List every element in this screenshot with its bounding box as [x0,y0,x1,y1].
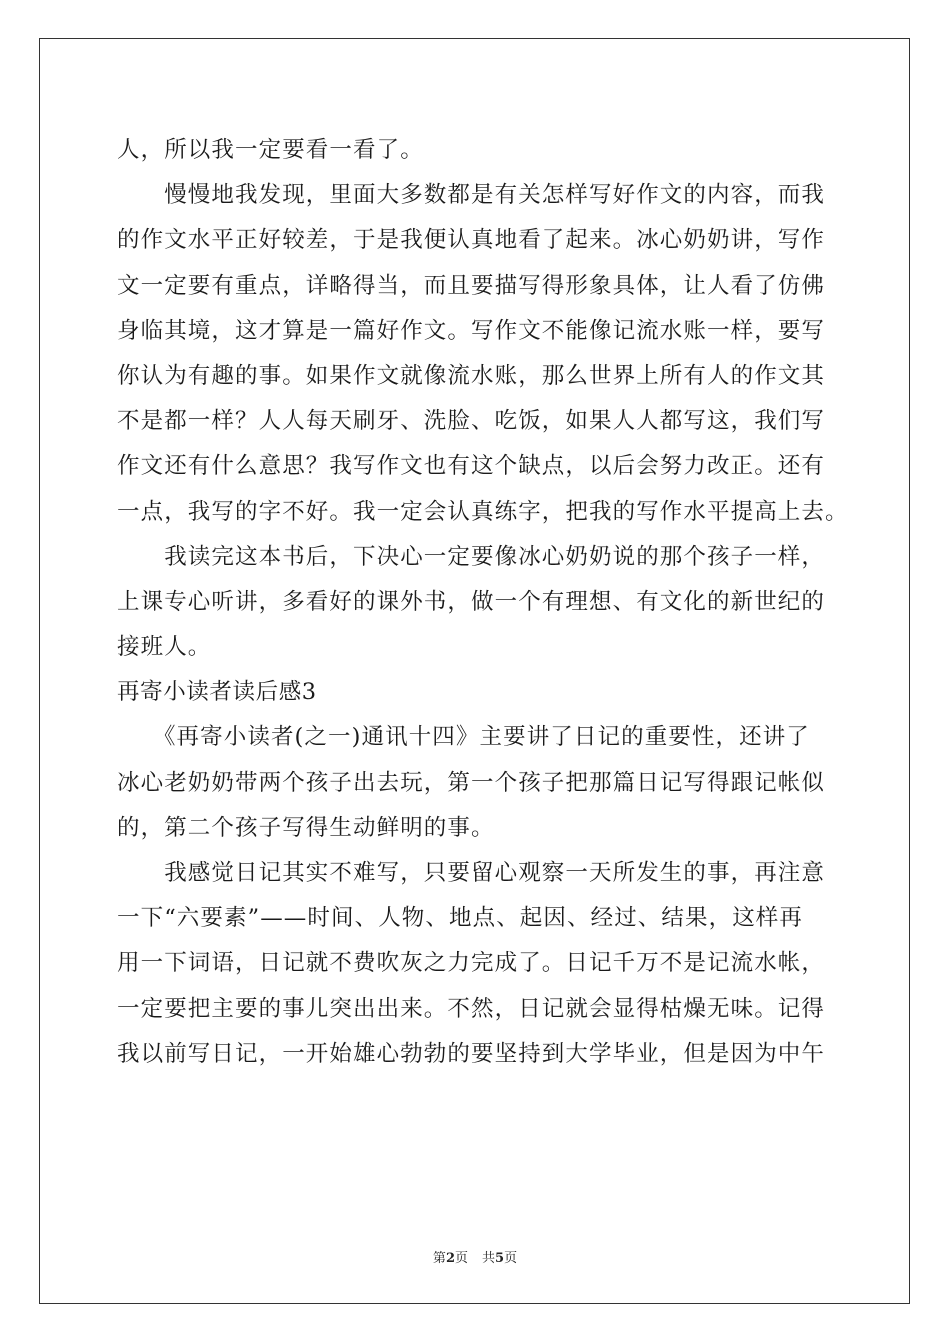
text-line: 你认为有趣的事。如果作文就像流水账，那么世界上所有人的作文其 [117,362,826,389]
section-heading: 再寄小读者读后感3 [117,679,317,706]
text-line: 人，所以我一定要看一看了。 [117,137,424,163]
page-footer [0,1247,950,1266]
text-line: 《再寄小读者(之一)通讯十四》主要讲了日记的重要性，还讲了 [117,724,810,751]
text-line: 一下“六要素”——时间、人物、地点、起因、经过、结果，这样再 [117,905,804,932]
page-prefix: 第 [432,1251,446,1266]
text-line: 我感觉日记其实不难写，只要留心观察一天所发生的事，再注意 [117,860,826,886]
text-line: 的作文水平正好较差，于是我便认真地看了起来。冰心奶奶讲，写作 [117,227,826,254]
total-suffix: 页 [504,1251,518,1266]
text-line: 我读完这本书后，下决心一定要像冰心奶奶说的那个孩子一样， [117,543,826,570]
text-line: 不是都一样？人人每天刷牙、洗脸、吃饭，如果人人都写这，我们写 [117,408,826,435]
text-line: 我以前写日记，一开始雄心勃勃的要坚持到大学毕业，但是因为中午 [117,1040,826,1067]
text-line: 的，第二个孩子写得生动鲜明的事。 [117,814,495,841]
text-line: 作文还有什么意思？我写作文也有这个缺点，以后会努力改正。还有 [117,453,826,480]
text-line: 一定要把主要的事儿突出出来。不然，日记就会显得枯燥无味。记得 [117,995,826,1022]
page-suffix: 页 [454,1251,468,1266]
text-line: 慢慢地我发现，里面大多数都是有关怎样写好作文的内容，而我 [117,182,826,209]
text-line: 文一定要有重点，详略得当，而且要描写得形象具体，让人看了仿佛 [117,272,826,299]
text-line: 身临其境，这才算是一篇好作文。写作文不能像记流水账一样，要写 [117,317,826,344]
total-prefix: 共 [482,1251,496,1266]
total-pages: 5 [495,1251,505,1266]
document-body [117,128,849,1077]
text-line: 用一下词语，日记就不费吹灰之力完成了。日记千万不是记流水帐， [117,950,826,977]
text-line: 一点，我写的字不好。我一定会认真练字，把我的写作水平提高上去。 [117,498,849,525]
text-line: 上课专心听讲，多看好的课外书，做一个有理想、有文化的新世纪的 [117,588,826,615]
text-line: 接班人。 [117,634,212,661]
text-line: 冰心老奶奶带两个孩子出去玩，第一个孩子把那篇日记写得跟记帐似 [117,769,826,796]
page-number: 2 [445,1251,455,1266]
